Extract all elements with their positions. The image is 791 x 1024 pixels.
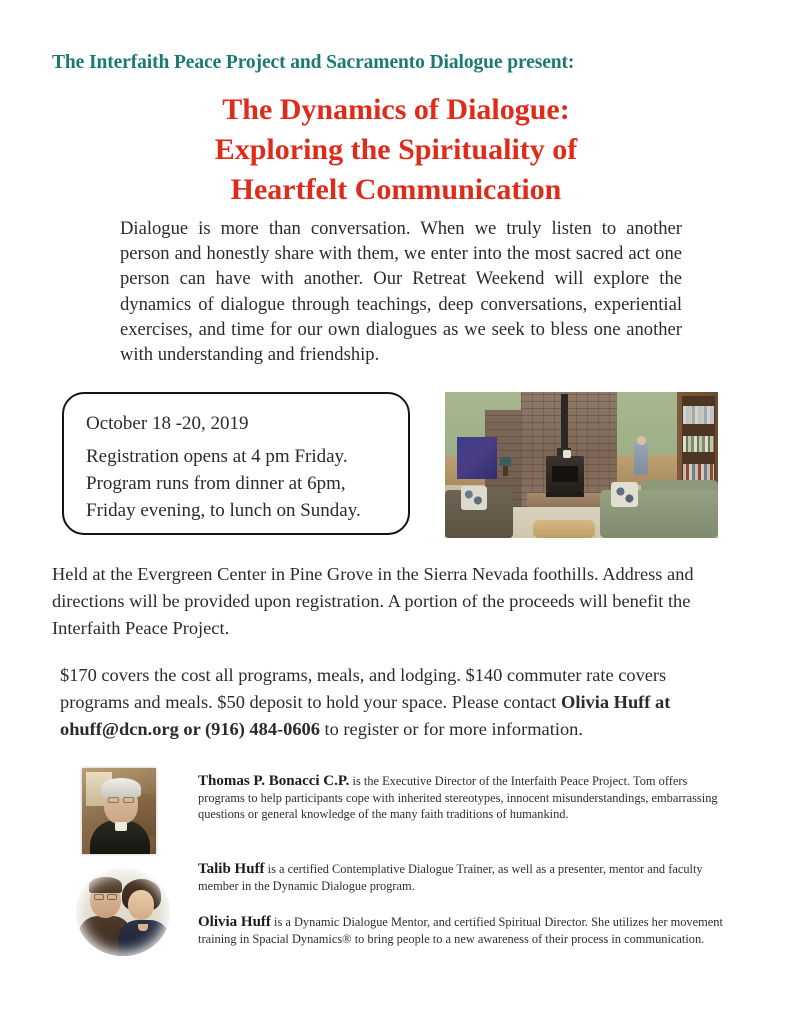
title-line-2: Exploring the Spirituality of <box>214 133 578 166</box>
bio-olivia-huff <box>198 914 726 947</box>
venue-paragraph: Held at the Evergreen Center in Pine Grove in the Sierra Nevada foothills. Address and directions will be provided upon registration. A portion of the proceeds will benefit the Interfaith Peace Project. <box>52 564 694 638</box>
photo-stove-legs <box>546 492 584 497</box>
contact-info: Olivia Huff at ohuff@dcn.org or (916) 484-0606 <box>60 692 671 739</box>
bio-name-olivia: Olivia Huff <box>198 914 271 930</box>
portrait-roman-collar <box>115 822 127 831</box>
photo-books-row-1 <box>683 406 714 424</box>
photo-lamp-base <box>503 466 508 476</box>
bio-name-talib: Talib Huff <box>198 861 265 877</box>
bio-name-thomas: Thomas P. Bonacci C.P. <box>198 773 350 789</box>
huff-couple-photo <box>76 868 170 956</box>
portrait-hair <box>101 778 141 798</box>
portrait-glasses-left <box>108 797 119 803</box>
couple-photo-vignette <box>76 868 170 956</box>
title-line-3: Heartfelt Communication <box>230 173 562 206</box>
schedule-line-3: Program runs from dinner at 6pm, <box>86 473 346 494</box>
bio-text-thomas: is the Executive Director of the Interfaith Peace Project. Tom offers programs to help participants cope with inherited stereotypes, innocent misunderstandings, embarrassing questions or general knowledge of the many faith traditions of humankind. <box>198 774 718 822</box>
photo-books-row-3 <box>683 464 714 480</box>
bio-text-talib: is a certified Contemplative Dialogue Trainer, as well as a presenter, mentor and faculty member in the Dynamic Dialogue program. <box>198 862 703 893</box>
thomas-bonacci-photo <box>82 768 156 854</box>
photo-pillow-left <box>461 486 487 510</box>
photo-stove-pipe <box>561 394 568 452</box>
pricing-paragraph <box>60 662 732 743</box>
page-title <box>60 90 732 210</box>
schedule-box <box>62 392 410 535</box>
schedule-line-4: Friday evening, to lunch on Sunday. <box>86 500 361 521</box>
photo-stove-kettle <box>563 450 571 458</box>
schedule-line-2: Registration opens at 4 pm Friday. <box>86 446 348 467</box>
photo-books-row-2 <box>683 436 714 452</box>
portrait-glasses-right <box>123 797 134 803</box>
photo-lamp-shade <box>500 457 511 466</box>
retreat-room-photo <box>445 392 718 538</box>
pricing-text-tail: to register or for more information. <box>319 719 583 739</box>
photo-coffee-table <box>533 520 595 538</box>
intro-paragraph: Dialogue is more than conversation. When we truly listen to another person and honestly share with them, we enter into the most sacred act one person can have with another. Our Retreat Weekend will explore the dynamics of dialogue through teachings, deep conversations, experiential exercises, and time for our own dialogues as we seek to bless one another with understanding and friendship. <box>120 218 682 366</box>
pricing-text-lead: $170 covers the cost all programs, meals, and lodging. $140 commuter rate covers programs and meals. $50 deposit to hold your space. Please contact <box>60 665 667 712</box>
photo-stove-door <box>552 466 578 482</box>
bio-talib-huff <box>198 861 726 894</box>
photo-standing-figure <box>634 441 648 475</box>
photo-pillow-right <box>611 482 638 507</box>
schedule-dates: October 18 -20, 2019 <box>86 413 249 434</box>
bio-text-olivia: is a Dynamic Dialogue Mentor, and certified Spiritual Director. She utilizes her movement training in Spacial Dynamics® to bring people to a new awareness of their process in communication. <box>198 915 723 946</box>
schedule-text <box>86 410 392 524</box>
title-line-1: The Dynamics of Dialogue: <box>222 93 570 126</box>
photo-standing-figure-head <box>637 436 646 445</box>
bio-thomas-bonacci <box>198 773 726 823</box>
presenter-line: The Interfaith Peace Project and Sacramento Dialogue present: <box>52 52 575 73</box>
photo-blue-artwork <box>457 437 497 479</box>
